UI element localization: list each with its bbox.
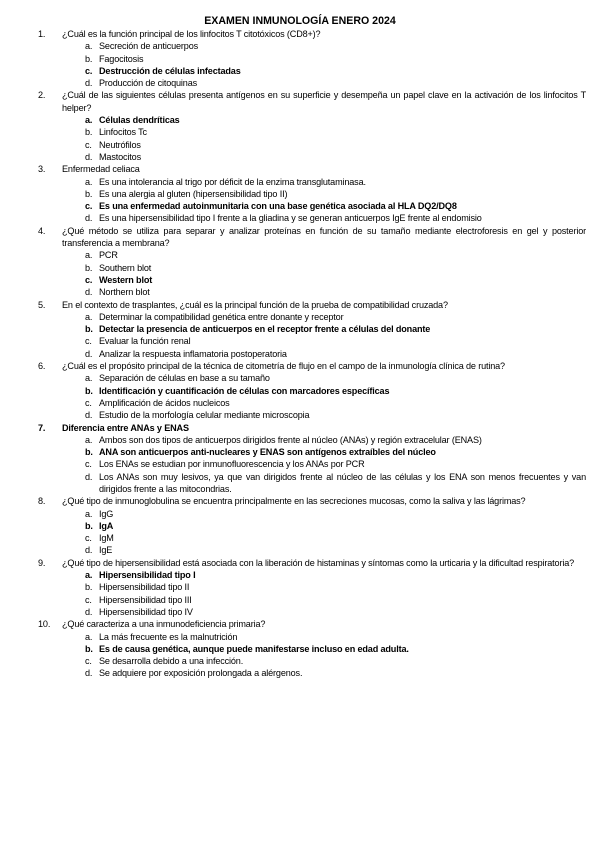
answer-option [0,212,600,224]
option-letter: c. [85,459,92,470]
question-number: 4. [38,225,46,236]
question-3 [0,163,600,224]
option-text: Identificación y cuantificación de células con marcadores específicas [99,385,390,396]
option-text: IgG [99,508,114,519]
option-text: IgE [99,545,113,556]
question-number: 3. [38,164,46,175]
option-letter: a. [85,373,93,384]
answer-option-highlighted [0,323,600,335]
question-text: ¿Cuál es el propósito principal de la técnica de citometría de flujo en el campo de la inmunología clínica de rutina? [62,361,505,372]
answer-option-highlighted [0,520,600,532]
option-letter: b. [85,262,93,273]
answer-option [0,409,600,421]
option-letter: c. [85,656,92,667]
question-stem [0,163,600,175]
option-text: IgA [99,520,114,531]
question-number: 2. [38,90,46,101]
question-stem [0,89,600,114]
option-letter: b. [85,324,93,335]
question-number: 9. [38,557,46,568]
answer-option-highlighted [0,200,600,212]
question-4 [0,225,600,299]
option-text: Amplificación de ácidos nucleicos [99,397,230,408]
answer-option-highlighted [0,274,600,286]
answer-option [0,126,600,138]
answer-option [0,188,600,200]
answer-option [0,139,600,151]
answer-option [0,262,600,274]
answer-option [0,77,600,89]
answer-option [0,471,600,496]
answer-option-highlighted [0,65,600,77]
answer-option [0,594,600,606]
option-letter: d. [85,348,93,359]
option-letter: c. [85,594,92,605]
option-text: Evaluar la función renal [99,336,191,347]
answer-option-highlighted [0,643,600,655]
option-letter: b. [85,385,93,396]
answer-option-highlighted [0,446,600,458]
option-letter: a. [85,115,93,126]
answer-option [0,581,600,593]
answer-option [0,631,600,643]
option-letter: b. [85,582,93,593]
question-text: En el contexto de trasplantes, ¿cuál es la principal función de la prueba de compatibilidad cruzada? [62,299,448,310]
option-letter: c. [85,201,93,212]
question-stem [0,225,600,250]
option-text: Destrucción de células infectadas [99,65,241,76]
option-text: Es una intolerancia al trigo por déficit de la enzima transglutaminasa. [99,176,366,187]
option-text: Es una enfermedad autoinmunitaria con una base genética asociada al HLA DQ2/DQ8 [99,201,457,212]
answer-option [0,458,600,470]
question-text: ¿Qué caracteriza a una inmunodeficiencia primaria? [62,619,266,630]
option-text: Hipersensibilidad tipo IV [99,606,193,617]
option-text: Neutrófilos [99,139,141,150]
option-text: Hipersensibilidad tipo I [99,570,196,581]
option-text: Se adquiere por exposición prolongada a alérgenos. [99,668,303,679]
option-letter: b. [85,447,93,458]
option-text: Ambos son dos tipos de anticuerpos dirigidos frente al núcleo (ANAs) y región extracelular (ENAS) [99,434,482,445]
option-letter: c. [85,139,92,150]
question-text: ¿Qué método se utiliza para separar y analizar proteínas en función de su tamaño mediante electroforesis en gel y posterior transferencia a membrana? [62,225,586,249]
option-letter: b. [85,520,93,531]
option-letter: b. [85,643,93,654]
option-text: Detectar la presencia de anticuerpos en el receptor frente a células del donante [99,324,431,335]
option-letter: a. [85,570,93,581]
option-text: Hipersensibilidad tipo II [99,582,190,593]
question-number: 7. [38,422,46,433]
exam-title: EXAMEN INMUNOLOGÍA ENERO 2024 [204,15,396,27]
answer-option [0,151,600,163]
option-letter: c. [85,397,92,408]
option-letter: c. [85,274,93,285]
question-text: ¿Qué tipo de hipersensibilidad está asociada con la liberación de histaminas y síntomas como la urticaria y la dificultad respiratoria? [62,557,575,568]
question-number: 5. [38,299,46,310]
option-letter: b. [85,127,93,138]
option-letter: b. [85,188,93,199]
option-letter: a. [85,311,93,322]
option-letter: c. [85,533,92,544]
option-letter: a. [85,41,93,52]
question-stem [0,299,600,311]
answer-option [0,667,600,679]
option-text: Producción de citoquinas [99,78,198,89]
question-text: Enfermedad celiaca [62,164,140,175]
option-text: Los ENAs se estudian por inmunofluorescencia y los ANAs por PCR [99,459,365,470]
option-letter: d. [85,471,93,482]
option-text: Es de causa genética, aunque puede manifestarse incluso en edad adulta. [99,643,409,654]
option-text: Southern blot [99,262,152,273]
answer-option [0,311,600,323]
answer-option-highlighted [0,569,600,581]
answer-option-highlighted [0,385,600,397]
question-text: ¿Cuál es la función principal de los linfocitos T citotóxicos (CD8+)? [62,29,321,39]
option-letter: d. [85,78,93,89]
option-letter: d. [85,545,93,556]
answer-option [0,397,600,409]
answer-option [0,176,600,188]
option-letter: a. [85,434,93,445]
answer-option [0,348,600,360]
option-letter: a. [85,176,93,187]
question-text: ¿Cuál de las siguientes células presenta antígenos en su superficie y desempeña un papel clave en la activación de los linfocitos T helper? [62,90,586,113]
option-text: Determinar la compatibilidad genética entre donante y receptor [99,311,344,322]
question-stem [0,422,600,434]
option-text: PCR [99,250,118,261]
answer-option [0,372,600,384]
option-text: Fagocitosis [99,53,144,64]
answer-option [0,249,600,261]
question-stem [0,618,600,630]
answer-option [0,335,600,347]
question-stem [0,557,600,569]
option-text: Secreción de anticuerpos [99,41,199,52]
answer-option [0,508,600,520]
option-letter: d. [85,668,93,679]
question-text: ¿Qué tipo de inmunoglobulina se encuentra principalmente en las secreciones mucosas, como la saliva y las lágrimas? [62,496,526,507]
question-10 [0,618,600,679]
option-letter: a. [85,508,93,519]
question-number: 1. [38,29,46,39]
option-letter: d. [85,151,93,162]
answer-option [0,606,600,618]
question-8 [0,495,600,556]
question-9 [0,557,600,618]
question-stem [0,28,600,40]
option-text: Los ANAs son muy lesivos, ya que van dirigidos frente al núcleo de las células y los ENA son menos frecuentes y van dirigidos frente a las mitocondrias. [99,471,586,494]
question-number: 10. [38,619,51,630]
question-text: Diferencia entre ANAs y ENAS [62,422,189,433]
option-letter: d. [85,213,93,224]
option-letter: c. [85,65,93,76]
question-1 [0,28,600,89]
question-6 [0,360,600,421]
answer-option [0,544,600,556]
answer-option [0,532,600,544]
option-letter: b. [85,53,93,64]
answer-option-highlighted [0,114,600,126]
option-letter: a. [85,250,93,261]
option-text: Separación de células en base a su tamaño [99,373,270,384]
question-2 [0,89,600,163]
answer-option [0,655,600,667]
question-7 [0,422,600,496]
option-text: Estudio de la morfología celular mediante microscopia [99,410,310,421]
answer-option [0,286,600,298]
option-text: IgM [99,533,114,544]
option-text: Northern blot [99,287,150,298]
question-number: 6. [38,361,46,372]
option-text: Western blot [99,274,153,285]
option-letter: a. [85,631,93,642]
option-text: Es una alergia al gluten (hipersensibilidad tipo II) [99,188,288,199]
question-stem [0,360,600,372]
answer-option [0,434,600,446]
option-text: Analizar la respuesta inflamatoria postoperatoria [99,348,287,359]
option-text: Es una hipersensibilidad tipo I frente a la gliadina y se generan anticuerpos IgE frente al endomisio [99,213,482,224]
option-letter: c. [85,336,92,347]
answer-option [0,40,600,52]
option-text: Mastocitos [99,151,141,162]
option-text: La más frecuente es la malnutrición [99,631,238,642]
option-letter: d. [85,287,93,298]
answer-option [0,53,600,65]
option-text: Hipersensibilidad tipo III [99,594,192,605]
option-text: Linfocitos Tc [99,127,147,138]
option-letter: d. [85,606,93,617]
option-text: Células dendríticas [99,115,180,126]
question-5 [0,299,600,360]
option-text: Se desarrolla debido a una infección. [99,656,244,667]
question-stem [0,495,600,507]
option-letter: d. [85,410,93,421]
option-text: ANA son anticuerpos anti-nucleares y ENAS son antígenos extraíbles del núcleo [99,447,436,458]
question-number: 8. [38,496,46,507]
